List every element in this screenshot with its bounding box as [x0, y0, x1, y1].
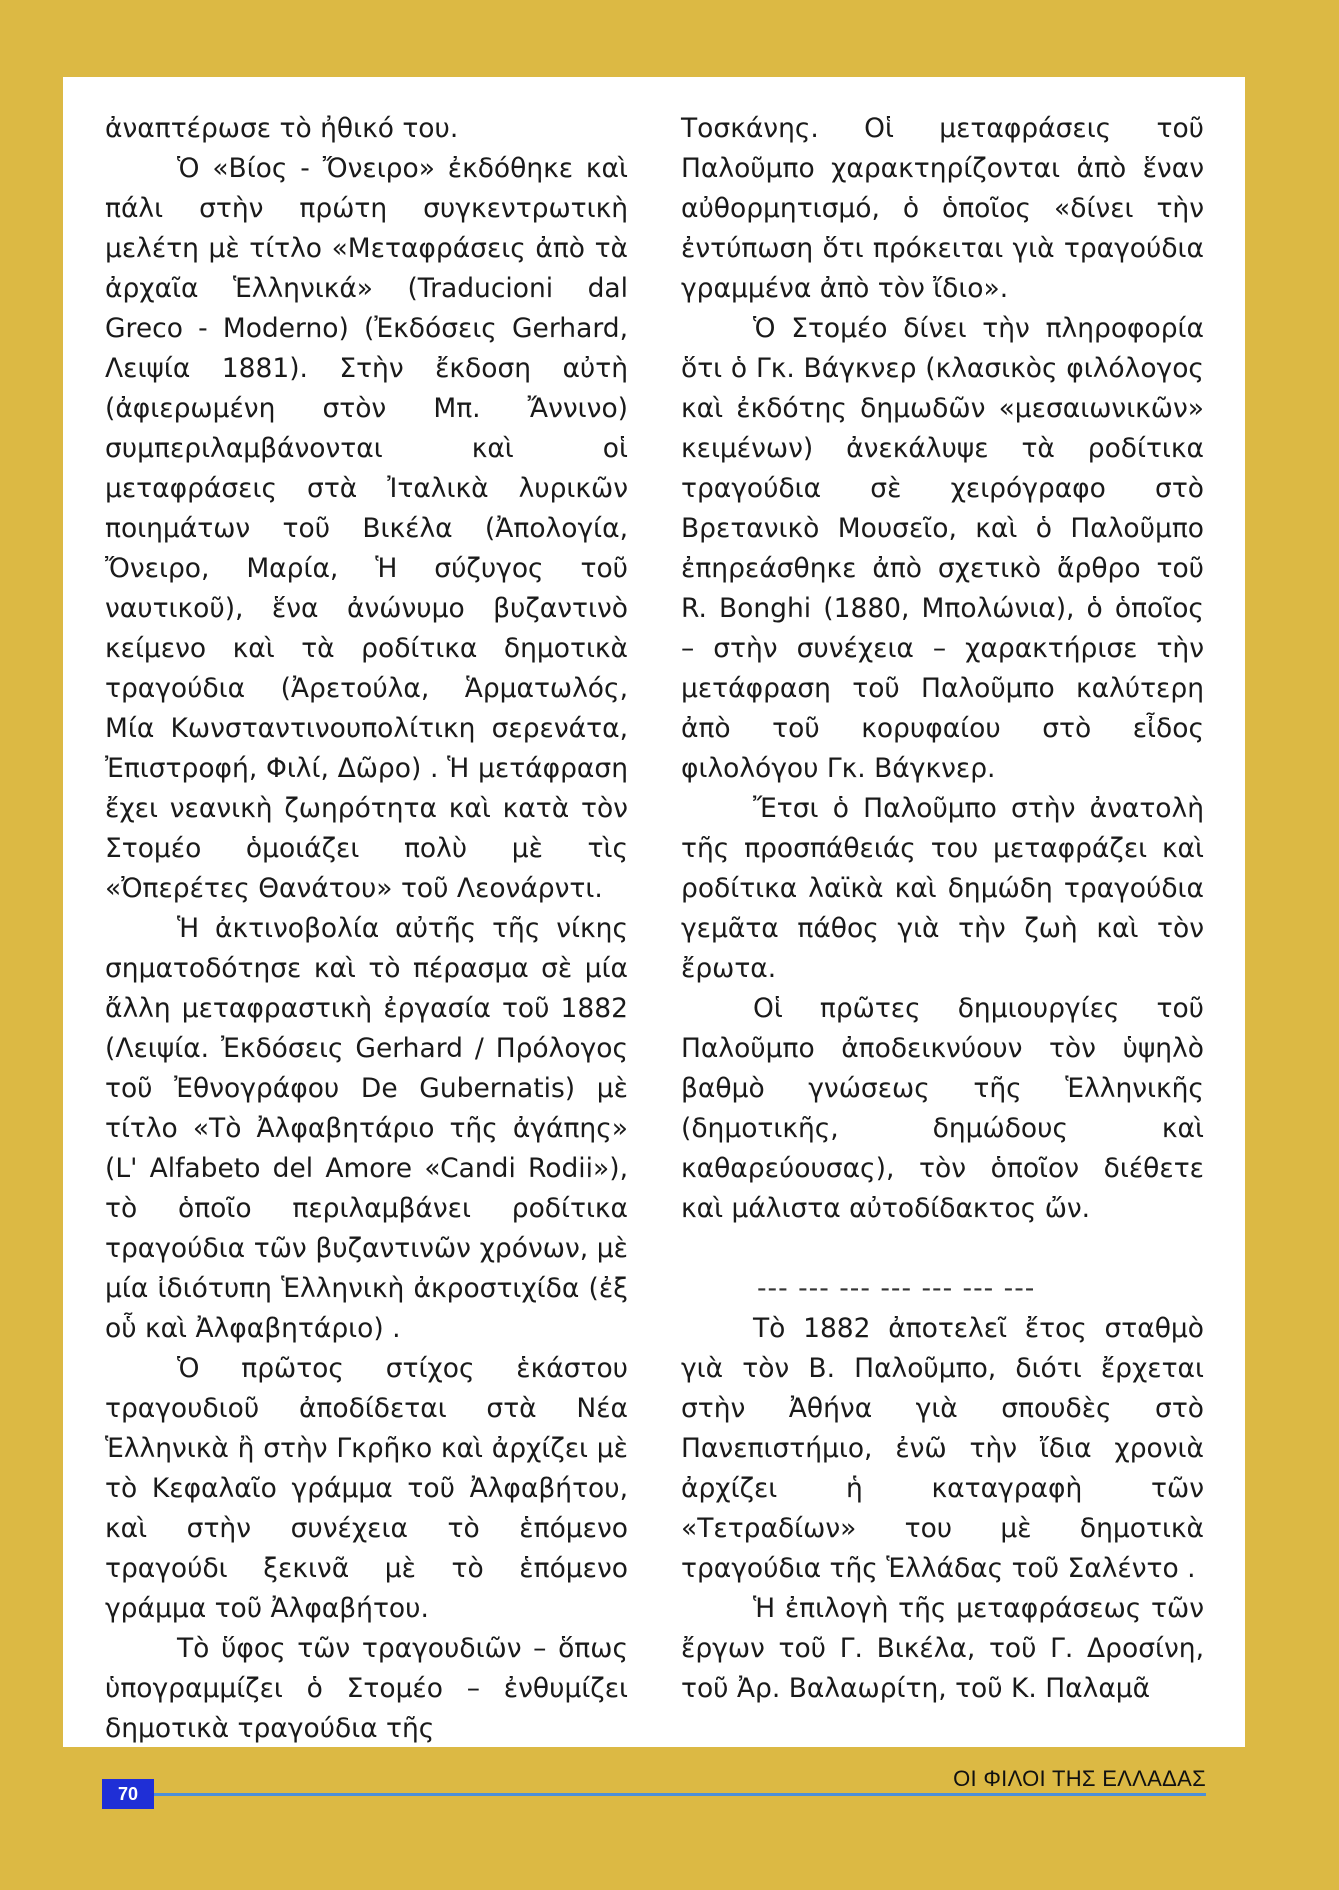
footer-rule	[154, 1793, 1206, 1796]
left-text-column	[105, 109, 628, 1749]
page-number-badge: 70	[102, 1779, 154, 1809]
paragraph: Ἔτσι ὁ Παλοῦμπο στὴν ἀνατολὴ τῆς προσπάθειάς του μεταφράζει καὶ ροδίτικα λαϊκὰ καὶ δημώδη τραγούδια γεμᾶτα πάθος γιὰ τὴν ζωὴ καὶ τὸν ἔρωτα.	[681, 793, 1204, 984]
paragraph: Τοσκάνης. Οἱ μεταφράσεις τοῦ Παλοῦμπο χαρακτηρίζονται ἀπὸ ἕναν αὐθορμητισμό, ὁ ὁποῖος «δίνει τὴν ἐντύπωση ὅτι πρόκειται γιὰ τραγούδια γραμμένα ἀπὸ τὸν ἴδιο».	[681, 113, 1204, 304]
paragraph: Ὁ Στομέο δίνει τὴν πληροφορία ὅτι ὁ Γκ. Βάγκνερ (κλασικὸς φιλόλογος καὶ ἐκδότης δημωδῶν «μεσαιωνικῶν» κειμένων) ἀνεκάλυψε τὰ ροδίτικα τραγούδια σὲ χειρόγραφο στὸ Βρετανικὸ Μουσεῖο, καὶ ὁ Παλοῦμπο ἐπηρεάσθηκε ἀπὸ σχετικὸ ἄρθρο τοῦ R. Bonghi (1880, Μπολώνια), ὁ ὁποῖος – στὴν συνέχεια – χαρακτήρισε τὴν μετάφραση τοῦ Παλοῦμπο καλύτερη ἀπὸ τοῦ κορυφαίου στὸ εἶδος φιλολόγου Γκ. Βάγκνερ.	[681, 313, 1204, 784]
paragraph: ἀναπτέρωσε τὸ ἠθικό του.	[105, 113, 459, 144]
paragraph: Τὸ ὕφος τῶν τραγουδιῶν – ὅπως ὑπογραμμίζει ὁ Στομέο – ἐνθυμίζει δημοτικὰ τραγούδια τῆς	[105, 1633, 628, 1744]
paragraph: Ὁ «Βίος - Ὄνειρο» ἐκδόθηκε καὶ πάλι στὴν πρώτη συγκεντρωτικὴ μελέτη μὲ τίτλο «Μεταφράσεις ἀπὸ τὰ ἀρχαῖα Ἑλληνικά» (Traducioni dal Greco - Moderno) (Ἐκδόσεις Gerhard, Λειψία 1881). Στὴν ἔκδοση αὐτὴ (ἀφιερωμένη στὸν Μπ. Ἄννινο) συμπεριλαμβάνονται καὶ οἱ μεταφράσεις στὰ Ἰταλικὰ λυρικῶν ποιημάτων τοῦ Βικέλα (Ἀπολογία, Ὄνειρο, Μαρία, Ἡ σύζυγος τοῦ ναυτικοῦ), ἕνα ἀνώνυμο βυζαντινὸ κείμενο καὶ τὰ ροδίτικα δημοτικὰ τραγούδια (Ἀρετούλα, Ἁρματωλός, Μία Κωνσταντινουπολίτικη σερενάτα, Ἐπιστροφή, Φιλί, Δῶρο) . Ἡ μετάφραση ἔχει νεανικὴ ζωηρότητα καὶ κατὰ τὸν Στομέο ὁμοιάζει πολὺ μὲ τὶς «Ὀπερέτες Θανάτου» τοῦ Λεονάρντι.	[105, 153, 628, 904]
paragraph: Ὁ πρῶτος στίχος ἑκάστου τραγουδιοῦ ἀποδίδεται στὰ Νέα Ἑλληνικὰ ἢ στὴν Γκρῆκο καὶ ἀρχίζει μὲ τὸ Κεφαλαῖο γράμμα τοῦ Ἀλφαβήτου, καὶ στὴν συνέχεια τὸ ἑπόμενο τραγούδι ξεκινᾶ μὲ τὸ ἑπόμενο γράμμα τοῦ Ἀλφαβήτου.	[105, 1353, 628, 1624]
paragraph: Ἡ ἐπιλογὴ τῆς μεταφράσεως τῶν ἔργων τοῦ Γ. Βικέλα, τοῦ Γ. Δροσίνη, τοῦ Ἀρ. Βαλαωρίτη, τοῦ Κ. Παλαμᾶ	[681, 1593, 1204, 1704]
section-separator: --- --- --- --- --- --- ---	[757, 1273, 1036, 1304]
paragraph: Τὸ 1882 ἀποτελεῖ ἔτος σταθμὸ γιὰ τὸν Β. Παλοῦμπο, διότι ἔρχεται στὴν Ἀθήνα γιὰ σπουδὲς στὸ Πανεπιστήμιο, ἐνῶ τὴν ἴδια χρονιὰ ἀρχίζει ἡ καταγραφὴ τῶν «Τετραδίων» του μὲ δημοτικὰ τραγούδια τῆς Ἑλλάδας τοῦ Σαλέντο .	[681, 1313, 1204, 1584]
publication-title: ΟΙ ΦΙΛΟΙ ΤΗΣ ΕΛΛΑΔΑΣ	[953, 1766, 1206, 1791]
right-text-column	[681, 109, 1204, 1709]
paragraph: Ἡ ἀκτινοβολία αὐτῆς τῆς νίκης σηματοδότησε καὶ τὸ πέρασμα σὲ μία ἄλλη μεταφραστικὴ ἐργασία τοῦ 1882 (Λειψία. Ἐκδόσεις Gerhard / Πρόλογος τοῦ Ἐθνογράφου De Gubernatis) μὲ τίτλο «Τὸ Ἀλφαβητάριο τῆς ἀγάπης» (L' Alfabeto del Amore «Candi Rodii»), τὸ ὁποῖο περιλαμβάνει ροδίτικα τραγούδια τῶν βυζαντινῶν χρόνων, μὲ μία ἰδιότυπη Ἑλληνικὴ ἀκροστιχίδα (ἐξ οὗ καὶ Ἀλφαβητάριο) .	[105, 913, 628, 1344]
page-card	[63, 77, 1245, 1747]
paragraph: Οἱ πρῶτες δημιουργίες τοῦ Παλοῦμπο ἀποδεικνύουν τὸν ὑψηλὸ βαθμὸ γνώσεως τῆς Ἑλληνικῆς (δημοτικῆς, δημώδους καὶ καθαρεύουσας), τὸν ὁποῖον διέθετε καὶ μάλιστα αὐτοδίδακτος ὤν.	[681, 993, 1204, 1224]
